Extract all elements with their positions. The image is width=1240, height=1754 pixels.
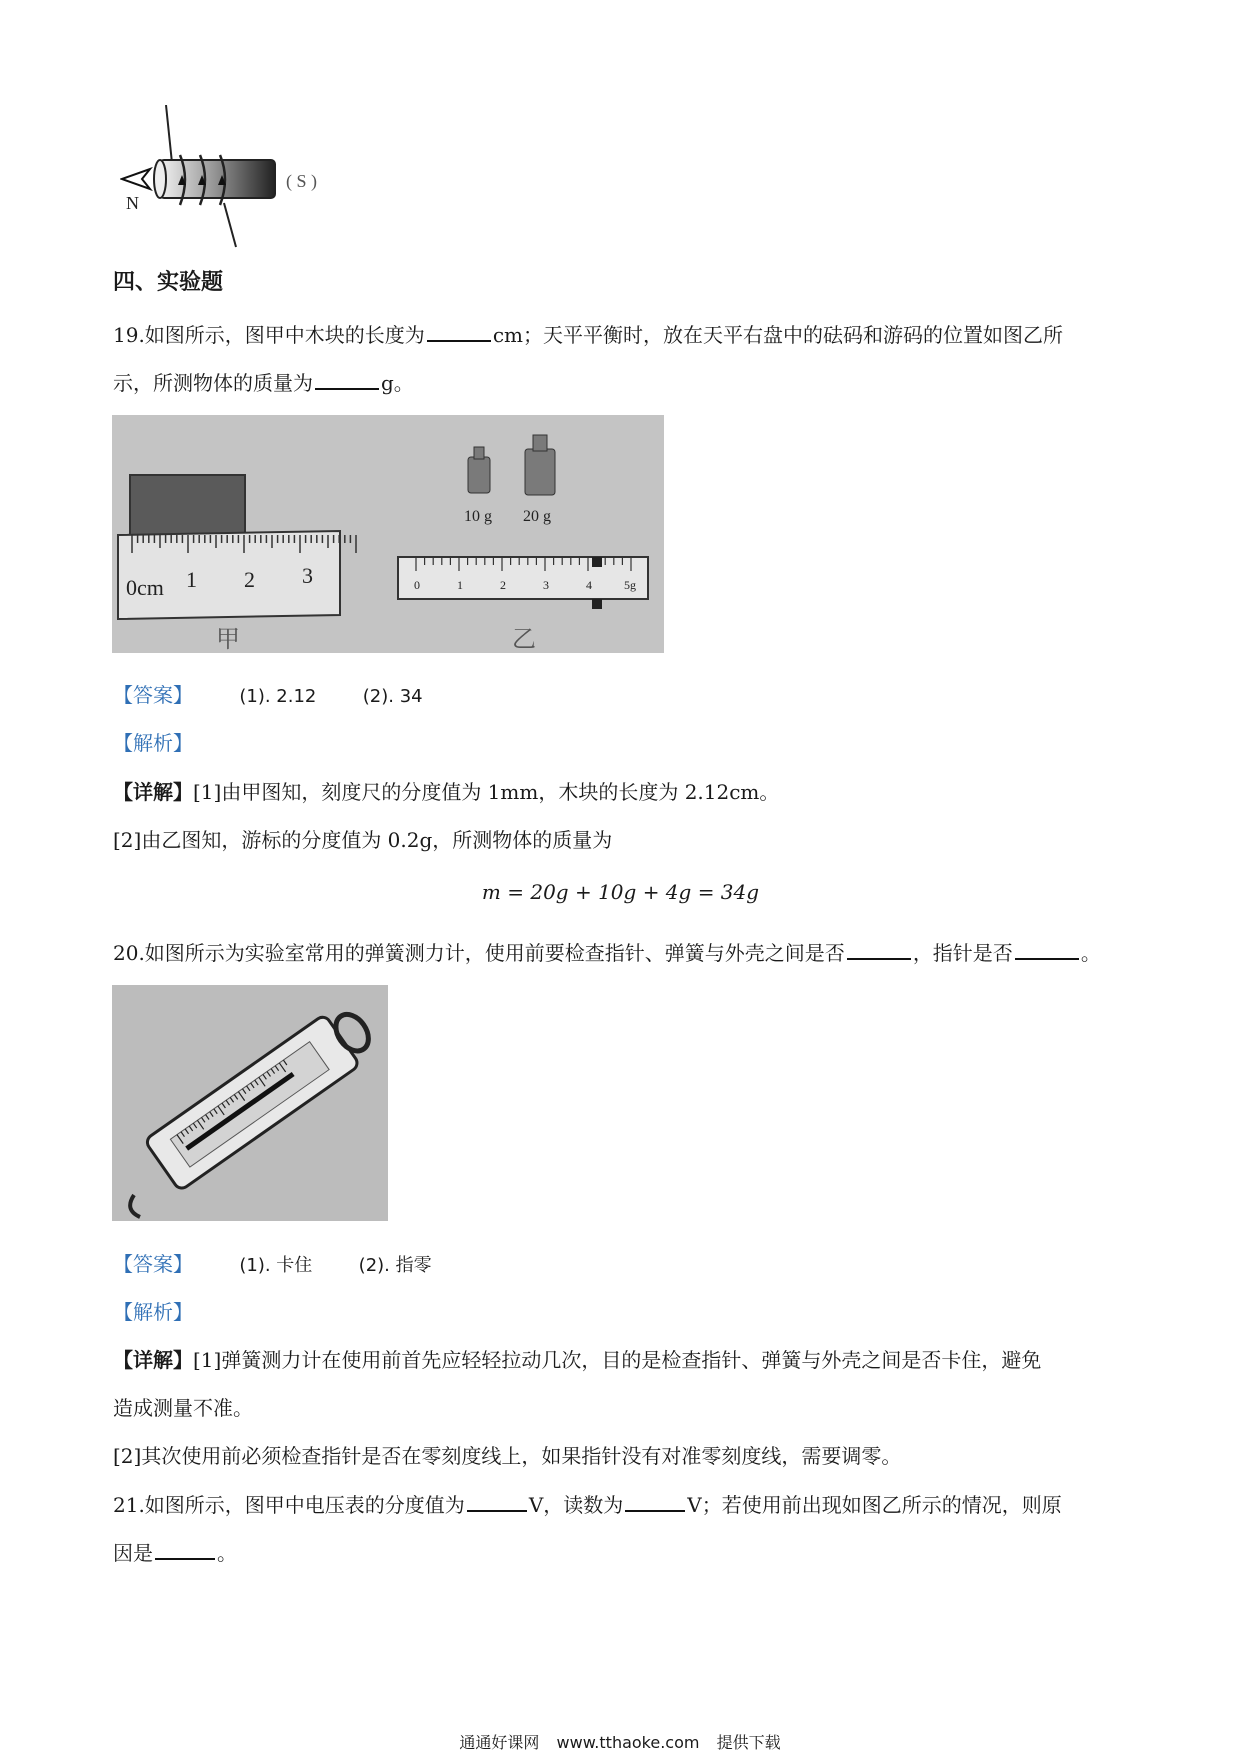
q19-detail-2: [2]由乙图知，游标的分度值为 0.2g，所测物体的质量为: [113, 828, 613, 852]
q19-answer-row: [113, 683, 1128, 709]
caption-right: 乙: [512, 627, 536, 653]
q20-text-3: 。: [1080, 941, 1101, 965]
q19-text-2: cm；天平平衡时，放在天平右盘中的砝码和游码的位置如图乙所: [492, 323, 1063, 347]
q21-text-1: 21.如图所示，图甲中电压表的分度值为: [113, 1493, 465, 1517]
analysis-tag: 【解析】: [113, 1300, 193, 1324]
q20-detail-1b: 造成测量不准。: [113, 1396, 253, 1420]
ruler-label-3: 3: [302, 563, 313, 588]
question-21-line1: [113, 1492, 1128, 1517]
ruler-label-2: 2: [244, 567, 255, 592]
q21-text-4: 因是: [113, 1541, 153, 1565]
q19-analysis-row: [113, 731, 1128, 755]
q19-detail-1-text: [1]由甲图知，刻度尺的分度值为 1mm，木块的长度为 2.12cm。: [193, 780, 780, 804]
question-19-line2: [113, 370, 1128, 395]
q19-text-4: g。: [381, 371, 414, 395]
slider-label-5: 5g: [624, 578, 636, 592]
ruler-label-1: 1: [186, 567, 197, 592]
q20-text-1: 20.如图所示为实验室常用的弹簧测力计，使用前要检查指针、弹簧与外壳之间是否: [113, 941, 845, 965]
answer-blank[interactable]: [155, 1540, 215, 1560]
weight-label-10g: 10 g: [464, 508, 492, 525]
north-label: N: [126, 193, 139, 213]
answer-blank[interactable]: [625, 1492, 685, 1512]
q19-answer-2: (2). 34: [362, 686, 423, 707]
answer-tag: 【答案】: [113, 683, 193, 707]
q21-text-3: V；若使用前出现如图乙所示的情况，则原: [687, 1493, 1062, 1517]
answer-blank[interactable]: [847, 940, 911, 960]
detail-tag: 【详解】: [113, 780, 193, 804]
q21-text-5: 。: [217, 1541, 237, 1565]
slider-label-1: 1: [457, 578, 463, 592]
footer-site-name: 通通好课网: [459, 1733, 540, 1752]
q20-detail-2: [2]其次使用前必须检查指针是否在零刻度线上，如果指针没有对准零刻度线，需要调零。: [113, 1444, 902, 1468]
ruler-label-0: 0cm: [126, 575, 164, 600]
q19-answer-1: (1). 2.12: [239, 686, 317, 707]
answer-blank[interactable]: [1015, 940, 1079, 960]
q20-detail-1a-text: [1]弹簧测力计在使用前首先应轻轻拉动几次，目的是检查指针、弹簧与外壳之间是否卡住，避免: [193, 1348, 1042, 1372]
footer-url[interactable]: www.tthaoke.com: [556, 1733, 700, 1752]
q20-answer-2: (2). 指零: [358, 1255, 432, 1276]
weight-label-20g: 20 g: [523, 508, 551, 525]
answer-blank[interactable]: [315, 370, 379, 390]
q20-analysis-row: [113, 1300, 1128, 1324]
solenoid-figure: [120, 105, 340, 250]
q20-text-2: ，指针是否: [912, 941, 1013, 965]
q19-text-1: 19.如图所示，图甲中木块的长度为: [113, 323, 425, 347]
page-footer: [0, 1730, 1240, 1753]
q20-detail-1a: [113, 1348, 1128, 1372]
q19-detail-1: [113, 780, 1128, 804]
detail-tag: 【详解】: [113, 1348, 193, 1372]
answer-blank[interactable]: [467, 1492, 527, 1512]
spring-scale-figure: [112, 985, 388, 1221]
answer-blank[interactable]: [427, 322, 491, 342]
slider-label-4: 4: [586, 578, 592, 592]
question-20: [113, 940, 1128, 965]
question-21-line2: [113, 1540, 1128, 1565]
q19-formula: m = 20g + 10g + 4g = 34g: [481, 880, 760, 904]
slider-label-2: 2: [500, 578, 506, 592]
footer-action: 提供下载: [716, 1733, 781, 1752]
analysis-tag: 【解析】: [113, 731, 193, 755]
question-19-line1: [113, 322, 1128, 347]
q21-text-2: V，读数为: [528, 1493, 624, 1517]
caption-left: 甲: [216, 627, 240, 653]
south-label: ( S ): [286, 171, 317, 191]
q20-answer-1: (1). 卡住: [239, 1255, 313, 1276]
section-title: 四、实验题: [113, 269, 224, 295]
ruler-balance-figure: [112, 415, 664, 653]
slider-label-0: 0: [414, 578, 420, 592]
slider-label-3: 3: [543, 578, 549, 592]
q19-text-3: 示，所测物体的质量为: [113, 371, 313, 395]
q20-answer-row: [113, 1252, 1128, 1278]
answer-tag: 【答案】: [113, 1252, 193, 1276]
